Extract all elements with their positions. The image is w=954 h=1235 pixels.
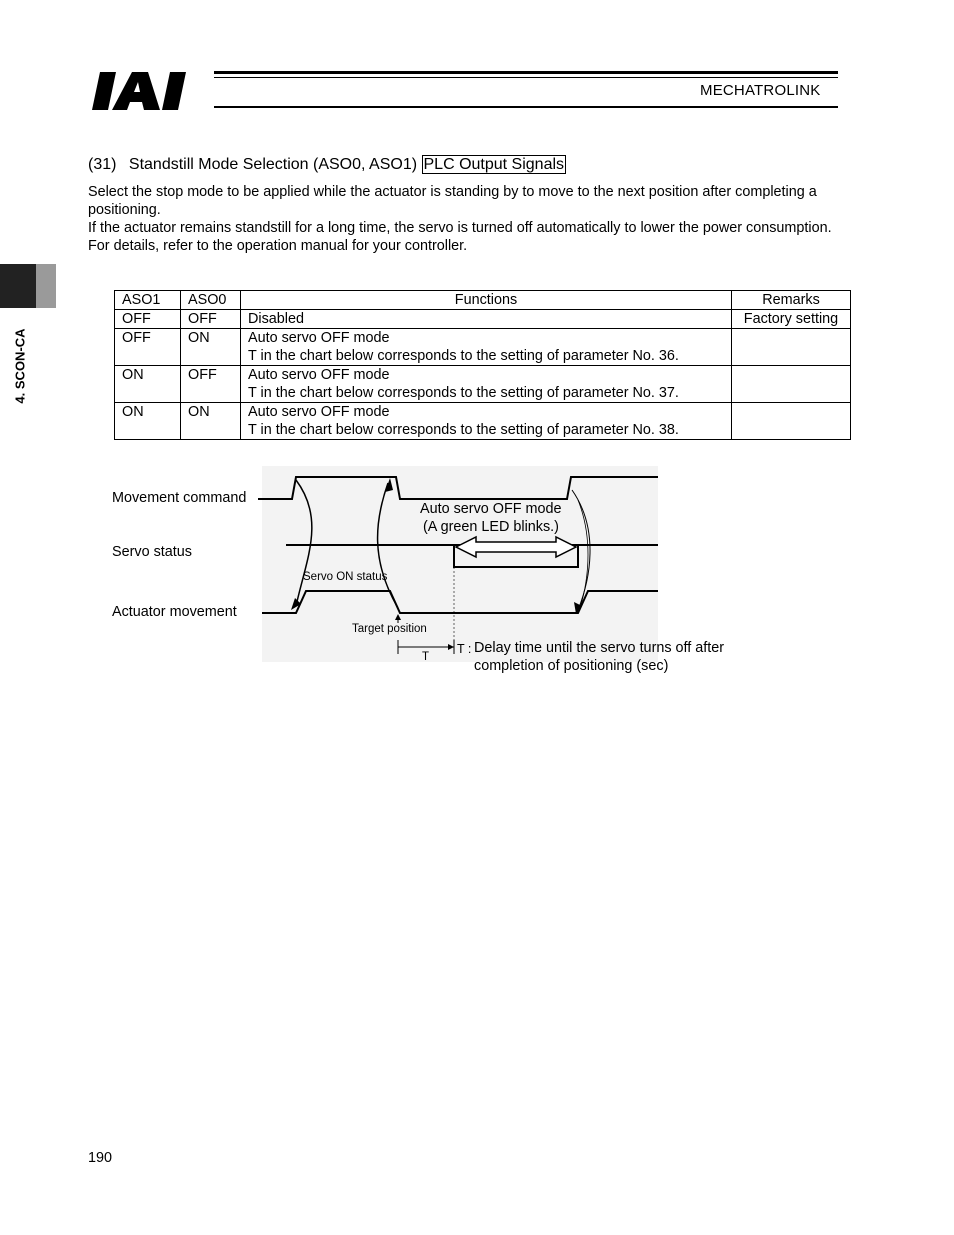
header-functions: Functions (241, 291, 732, 310)
servo-status-label: Servo status (112, 544, 192, 560)
movement-command-label: Movement command (112, 490, 247, 506)
t-legend-prefix: T : (457, 642, 472, 656)
cell-aso1: ON (115, 403, 181, 440)
function-line: Auto servo OFF mode (248, 404, 390, 420)
t-legend-line2: completion of positioning (sec) (474, 658, 669, 674)
description-paragraph: If the actuator remains standstill for a long time, the servo is turned off automatically to lower the power consumption. (88, 220, 832, 236)
header-aso1: ASO1 (115, 291, 181, 310)
cell-aso0: OFF (181, 366, 241, 403)
description-paragraph: Select the stop mode to be applied while the actuator is standing by to move to the next position after completing a positioning. (88, 184, 817, 218)
section-tag: PLC Output Signals (423, 156, 565, 173)
servo-on-status-label: Servo ON status (303, 571, 388, 583)
function-line: T in the chart below corresponds to the setting of parameter No. 36. (248, 348, 679, 364)
page-number: 190 (88, 1150, 113, 1166)
function-line: Auto servo OFF mode (248, 367, 390, 383)
chart-background (262, 466, 658, 662)
function-line: Auto servo OFF mode (248, 330, 390, 346)
header-product-label: MECHATROLINK (700, 82, 821, 99)
cell-aso0: OFF (181, 310, 241, 329)
function-line: T in the chart below corresponds to the setting of parameter No. 37. (248, 385, 679, 401)
green-led-label: (A green LED blinks.) (423, 519, 559, 535)
chapter-label: 4. SCON-CA (12, 328, 28, 404)
t-dimension-label: T (422, 651, 430, 663)
section-title: Standstill Mode Selection (ASO0, ASO1) (128, 156, 418, 173)
header-remarks: Remarks (732, 291, 851, 310)
function-line: Disabled (248, 311, 304, 327)
cell-remarks: Factory setting (732, 310, 851, 329)
t-legend-line1: Delay time until the servo turns off after (474, 640, 725, 656)
cell-aso0: ON (181, 329, 241, 366)
cell-aso1: OFF (115, 329, 181, 366)
actuator-movement-label: Actuator movement (112, 604, 237, 620)
description-paragraph: For details, refer to the operation manual for your controller. (88, 238, 468, 254)
auto-servo-off-label: Auto servo OFF mode (420, 501, 562, 517)
cell-aso0: ON (181, 403, 241, 440)
cell-aso1: ON (115, 366, 181, 403)
cell-aso1: OFF (115, 310, 181, 329)
section-number: (31) (88, 156, 117, 173)
header-aso0: ASO0 (181, 291, 241, 310)
function-line: T in the chart below corresponds to the setting of parameter No. 38. (248, 422, 679, 438)
target-position-label: Target position (352, 623, 427, 635)
